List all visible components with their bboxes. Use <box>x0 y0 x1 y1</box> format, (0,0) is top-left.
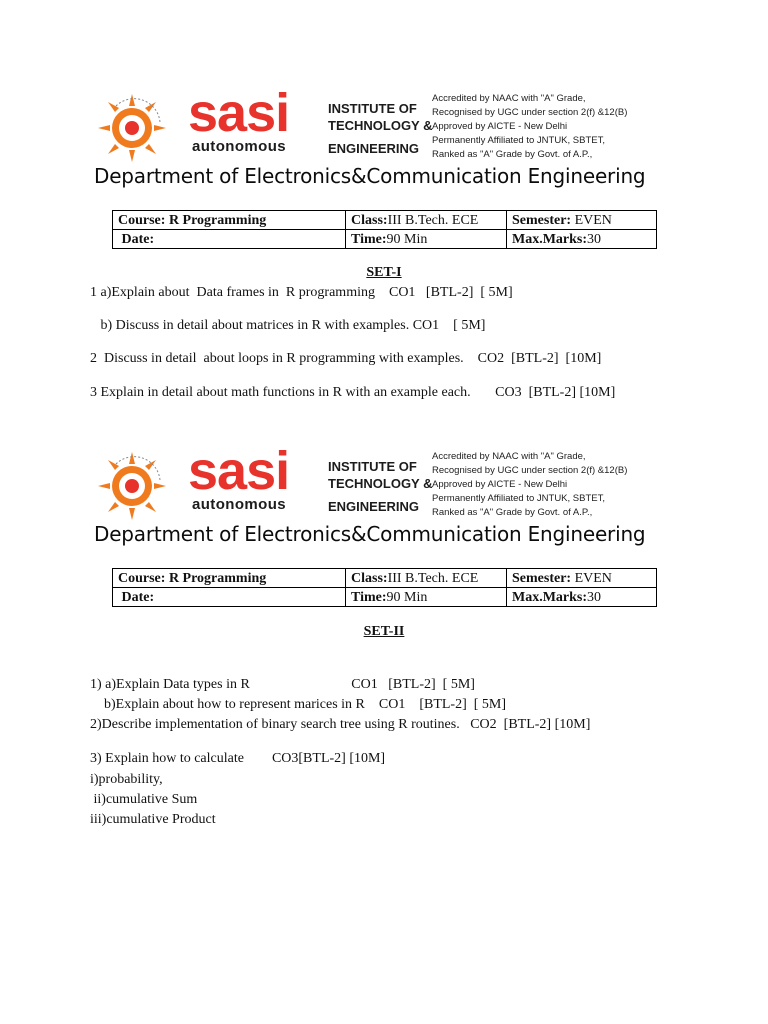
question-3-part-ii: ii)cumulative Sum <box>90 792 198 807</box>
accreditation-line: Recognised by UGC under section 2(f) &12(B) <box>432 465 628 476</box>
date-cell: Date: <box>113 230 346 249</box>
engineering-label: ENGINEERING <box>328 499 420 514</box>
class-cell: Class:III B.Tech. ECE <box>346 569 507 588</box>
institute-logo <box>188 83 433 160</box>
question-2: 2 Discuss in detail about loops in R programming with examples. CO2 [BTL-2] [10M] <box>90 351 602 366</box>
question-3: 3 Explain in detail about math functions in R with an example each. CO3 [BTL-2] [10M] <box>90 385 616 400</box>
accreditation-block <box>432 450 664 520</box>
autonomous-label: autonomous <box>192 496 286 513</box>
header-set-2 <box>94 441 664 550</box>
question-1a: 1) a)Explain Data types in R CO1 [BTL-2] [ 5M] <box>90 677 475 692</box>
sun-emblem-icon <box>96 450 168 522</box>
question-3-part-i: i)probability, <box>90 772 163 787</box>
accreditation-line: Approved by AICTE - New Delhi <box>432 479 568 490</box>
time-cell: Time:90 Min <box>346 230 507 249</box>
question-2: 2)Describe implementation of binary search tree using R routines. CO2 [BTL-2] [10M] <box>90 717 591 732</box>
department-title: Department of Electronics&Communication Engineering <box>94 164 646 188</box>
accreditation-block <box>432 92 664 162</box>
set-1-title: SET-I <box>366 265 402 280</box>
autonomous-label: autonomous <box>192 138 286 155</box>
date-cell: Date: <box>113 588 346 607</box>
brand-wordmark: sasi <box>188 441 290 501</box>
class-cell: Class:III B.Tech. ECE <box>346 211 507 230</box>
max-marks-cell: Max.Marks:30 <box>507 588 657 607</box>
accreditation-line: Accredited by NAAC with "A" Grade, <box>432 93 586 104</box>
semester-cell: Semester: EVEN <box>507 569 657 588</box>
table-row <box>113 211 657 230</box>
logo-row <box>94 441 664 522</box>
accreditation-line: Permanently Affiliated to JNTUK, SBTET, <box>432 493 606 504</box>
logo-row <box>94 83 664 164</box>
course-cell: Course: R Programming <box>113 569 346 588</box>
table-row <box>113 569 657 588</box>
accreditation-line: Accredited by NAAC with "A" Grade, <box>432 451 586 462</box>
department-title: Department of Electronics&Communication Engineering <box>94 522 646 546</box>
institute-name: INSTITUTE OF TECHNOLOGY & <box>328 101 433 133</box>
set-2-title: SET-II <box>363 624 405 639</box>
question-1a: 1 a)Explain about Data frames in R programming CO1 [BTL-2] [ 5M] <box>90 285 513 300</box>
accreditation-line: Ranked as "A" Grade by Govt. of A.P., <box>432 507 593 518</box>
header-set-1 <box>94 83 664 192</box>
institute-name: INSTITUTE OF TECHNOLOGY & <box>328 459 433 491</box>
table-row <box>113 230 657 249</box>
course-info-table <box>112 568 657 607</box>
sun-emblem-icon <box>96 92 168 164</box>
accreditation-line: Approved by AICTE - New Delhi <box>432 121 568 132</box>
question-3: 3) Explain how to calculate CO3[BTL-2] [10M] <box>90 751 386 766</box>
institute-logo <box>188 441 433 518</box>
course-info-table <box>112 210 657 249</box>
question-1b: b) Discuss in detail about matrices in R with examples. CO1 [ 5M] <box>90 318 486 333</box>
engineering-label: ENGINEERING <box>328 141 420 156</box>
accreditation-line: Ranked as "A" Grade by Govt. of A.P., <box>432 149 593 160</box>
table-row <box>113 588 657 607</box>
brand-wordmark: sasi <box>188 83 290 143</box>
course-cell: Course: R Programming <box>113 211 346 230</box>
question-1b: b)Explain about how to represent marices in R CO1 [BTL-2] [ 5M] <box>90 697 507 712</box>
question-3-part-iii: iii)cumulative Product <box>90 812 216 827</box>
semester-cell: Semester: EVEN <box>507 211 657 230</box>
accreditation-line: Permanently Affiliated to JNTUK, SBTET, <box>432 135 606 146</box>
max-marks-cell: Max.Marks:30 <box>507 230 657 249</box>
accreditation-line: Recognised by UGC under section 2(f) &12(B) <box>432 107 628 118</box>
time-cell: Time:90 Min <box>346 588 507 607</box>
